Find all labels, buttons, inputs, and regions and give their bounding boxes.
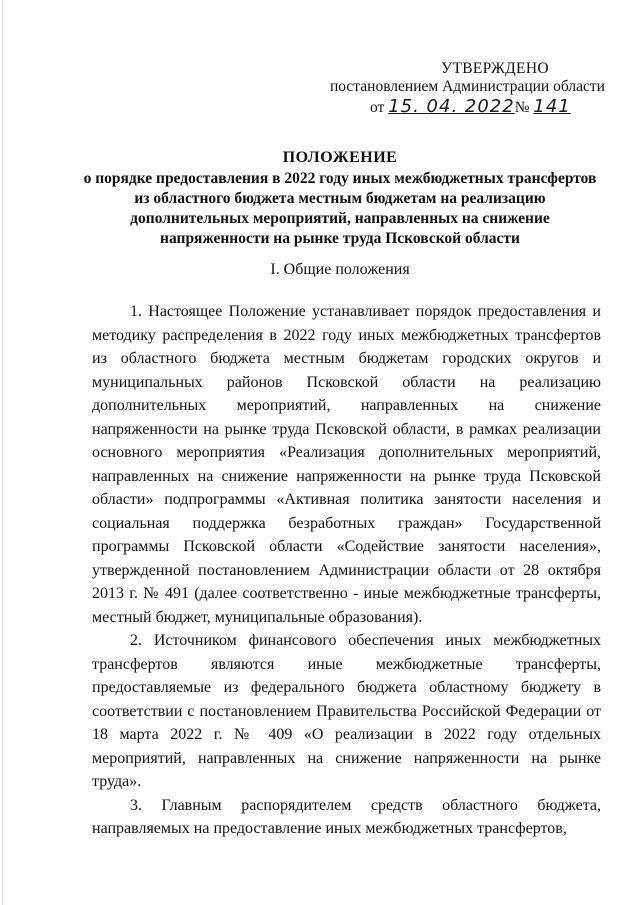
approval-date-line (330, 96, 610, 117)
heading-line: о порядке предоставления в 2022 году иных межбюджетных трансфертов (83, 170, 597, 187)
approval-stamp (330, 60, 610, 117)
document-body (92, 300, 601, 841)
document-title: ПОЛОЖЕНИЕ (282, 149, 398, 166)
approval-number: 141 (533, 96, 571, 117)
section-title: I. Общие положения (270, 261, 410, 278)
approval-line: постановлением Администрации области (330, 78, 605, 95)
approval-title: УТВЕРЖДЕНО (441, 60, 549, 77)
paragraph: 3. Главным распорядителем средств областного бюджета, направляемых на предоставление иных межбюджетных трансфертов, (92, 796, 601, 837)
scan-edge (2, 0, 3, 905)
paragraph: 2. Источником финансового обеспечения иных межбюджетных трансфертов являются иные межбюджетные трансферты, предоставляемые из федерального бюджета областному бюджету в соответствии с постановлением Правительства Российской Федерации от 18 марта 2022 г. № 409 «О реализации в 2022 году отдельных мероприятий, направленных на снижение напряженности на рынке труда». (92, 632, 601, 790)
heading-line: из областного бюджета местным бюджетам на реализацию (134, 190, 546, 207)
heading-line: дополнительных мероприятий, направленных на снижение (130, 210, 550, 227)
paragraph: 1. Настоящее Положение устанавливает порядок предоставления и методику распределения в 2022 году иных межбюджетных трансфертов из областного бюджета местным бюджетам городских округов и муниципальных районов Псковской области на реализацию дополнительных мероприятий, направленных на снижение напряженности на рынке труда Псковской области, в рамках реализации основного мероприятия «Реализация дополнительных мероприятий, направленных на снижение напряженности на рынке труда Псковской области» подпрограммы «Активная политика занятости населения и социальная поддержка безработных граждан» Государственной программы Псковской области «Содействие занятости населения», утвержденной постановлением Администрации области от 28 октября 2013 г. № 491 (далее соответственно - иные межбюджетные трансферты, местный бюджет, муниципальные образования). (92, 303, 601, 626)
approval-date: 15. 04. 2022 (388, 96, 515, 117)
approval-from-label: от (370, 99, 385, 116)
document-heading (70, 148, 610, 249)
approval-number-label: № (514, 99, 530, 116)
heading-line: напряженности на рынке труда Псковской области (160, 230, 520, 247)
